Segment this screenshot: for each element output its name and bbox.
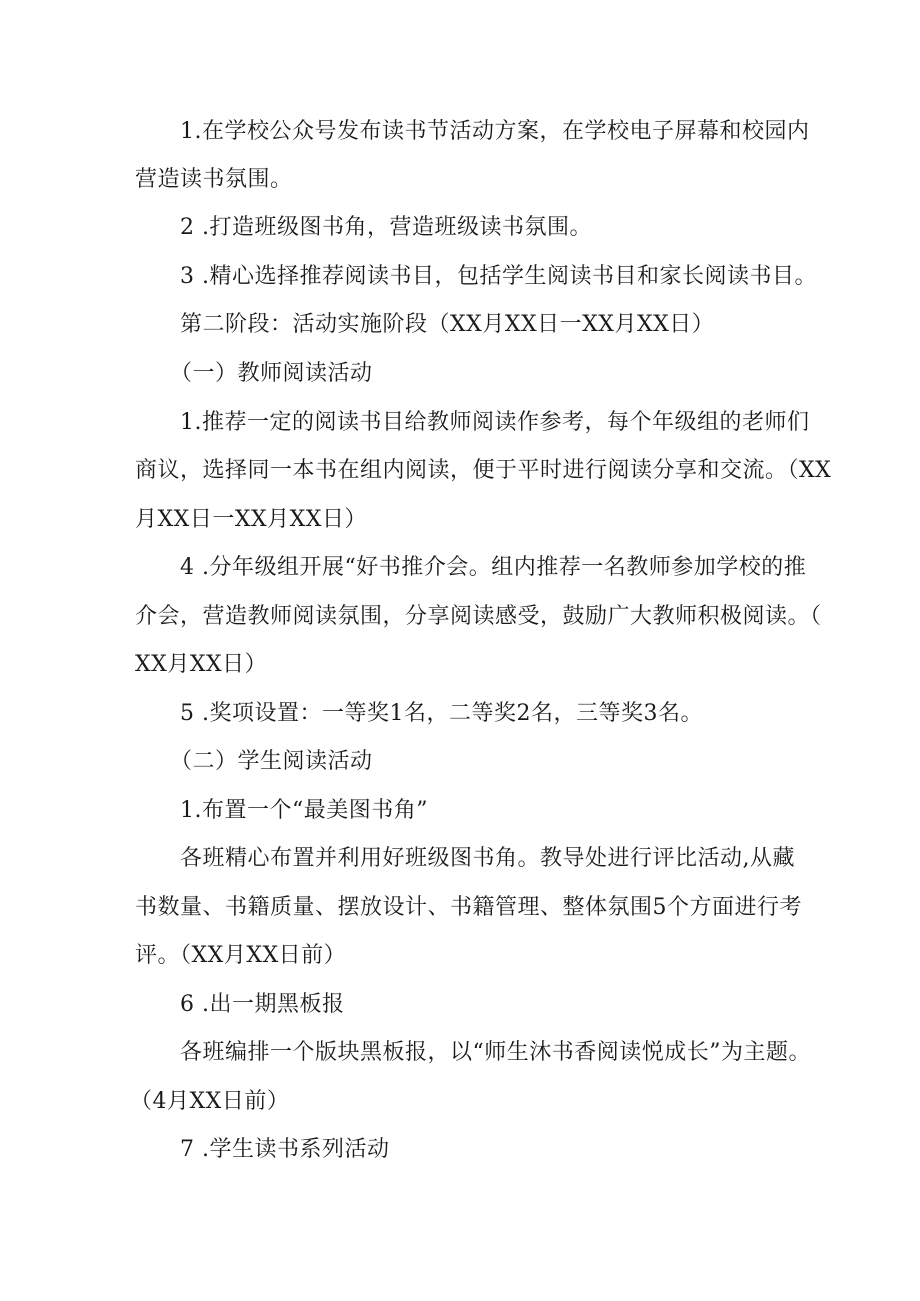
paragraph-line: 7 .学生读书系列活动 <box>180 1137 390 1162</box>
paragraph-line: 6 .出一期黑板报 <box>180 992 345 1017</box>
paragraph-line: 3 .精心选择推荐阅读书目，包括学生阅读书目和家长阅读书目。 <box>180 264 817 289</box>
paragraph-line: 各班编排一个版块黑板报，以“师生沐书香阅读悦成长”为主题。 <box>180 1040 811 1065</box>
paragraph-line: 1.布置一个“最美图书角” <box>180 798 428 823</box>
paragraph-line: 各班精心布置并利用好班级图书角。教导处进行评比活动,从藏 <box>180 846 795 871</box>
section-heading: 第二阶段：活动实施阶段（XX月XX日一XX月XX日） <box>180 312 715 337</box>
paragraph-line: 评。（XX月XX日前） <box>135 943 347 968</box>
paragraph-line: 书数量、书籍质量、摆放设计、书籍管理、整体氛围5个方面进行考 <box>135 895 802 920</box>
paragraph-line: 4 .分年级组开展“好书推介会。组内推荐一名教师参加学校的推 <box>180 555 807 580</box>
paragraph-line: 月XX日一XX月XX日） <box>135 507 367 532</box>
paragraph-line: 商议，选择同一本书在组内阅读，便于平时进行阅读分享和交流。（XX <box>135 458 832 483</box>
paragraph-line: 2 .打造班级图书角，营造班级读书氛围。 <box>180 215 592 240</box>
subsection-heading: （一）教师阅读活动 <box>170 361 373 386</box>
paragraph-line: （4月XX日前） <box>130 1089 290 1114</box>
paragraph-line: 5 .奖项设置：一等奖1名，二等奖2名，三等奖3名。 <box>180 701 703 726</box>
subsection-heading: （二）学生阅读活动 <box>170 749 373 774</box>
paragraph-line: XX月XX日） <box>135 652 268 677</box>
paragraph-line: 介会，营造教师阅读氛围，分享阅读感受，鼓励广大教师积极阅读。（ <box>135 604 822 629</box>
paragraph-line: 1.推荐一定的阅读书目给教师阅读作参考，每个年级组的老师们 <box>180 410 810 435</box>
paragraph-line: 1.在学校公众号发布读书节活动方案，在学校电子屏幕和校园内 <box>180 119 810 144</box>
paragraph-line: 营造读书氛围。 <box>135 167 293 192</box>
